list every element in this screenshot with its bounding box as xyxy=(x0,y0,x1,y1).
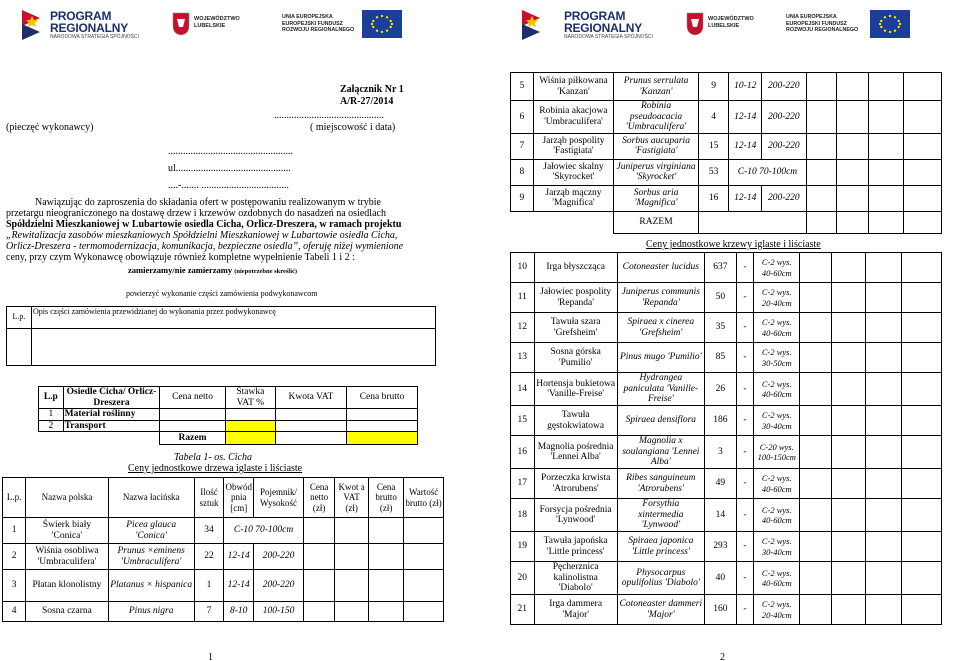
table-row: 3 Płatan klonolistny Platanus × hispanica 1 12-14 200-220 xyxy=(3,570,444,602)
table-row: 11 Jałowiec pospolity 'Repanda' Juniperus communis 'Repanda' 50 - C-2 wys. 20-40cm xyxy=(511,283,942,313)
table-shrubs xyxy=(510,252,942,625)
logo-bar xyxy=(480,4,960,48)
table-row: 8 Jałowiec skalny 'Skyrocket' Juniperus virginiana 'Skyrocket' 53 C-10 70-100cm xyxy=(511,159,942,185)
intro-line-4: „Rewitalizacja zasobów mieszkaniowych Spółdzielni Mieszkaniowej w Lubartowie osiedla Cicha, xyxy=(6,230,398,241)
program-regionalny-text: PROGRAM REGIONALNY NARODOWA STRATEGIA SPÓJNOŚCI xyxy=(50,9,139,40)
address-line-1: .................................................. xyxy=(168,146,293,157)
place-date-label: ( miejscowość i data) xyxy=(310,122,396,133)
intro-line-6: ceny, przy czym Wykonawcę obowiązuje również kompletne wypełnienie Tabeli 1 i 2 : xyxy=(6,252,355,263)
table-row: 20 Pęcherznica kalinolistna 'Diabolo' Physocarpus opulifolius 'Diabolo' 40 - C-2 wys. 40-60cm xyxy=(511,562,942,595)
table-row: 15 Tawuła gęstokwiatowa Spiraea densiflora 186 - C-2 wys. 30-40cm xyxy=(511,406,942,436)
table-row: 16 Magnolia pośrednia 'Lennei Alba' Magnolia x soulangiana 'Lennei Alba' 3 - C-20 wys. 100-150cm xyxy=(511,436,942,469)
table2-subtitle: Ceny jednostkowe krzewy iglaste i liściaste xyxy=(646,239,821,250)
program-regionalny-logo-icon xyxy=(520,8,542,42)
intro-line-2: przetargu nieograniczonego na dostawę drzew i krzewów ozdobnych do nasadzeń na osiedlach xyxy=(6,208,386,219)
table-row: 19 Tawuła japońska 'Little princess' Spiraea japonica 'Little princess' 293 - C-2 wys. 30-40cm xyxy=(511,532,942,562)
eu-flag-icon xyxy=(362,10,402,38)
logo-bar xyxy=(0,4,480,48)
table-row: 2 Wiśnia osobliwa 'Umbraculifera' Prunus ×eminens 'Umbraculifera' 22 12-14 200-220 xyxy=(3,544,444,570)
subcontract-text: powierzyć wykonanie części zamówienia podwykonawcom xyxy=(126,289,318,298)
address-street: ul.............................................. xyxy=(168,163,291,174)
stamp-label: (pieczęć wykonawcy) xyxy=(6,122,94,133)
table-row: 4 Sosna czarna Pinus nigra 7 8-10 100-150 xyxy=(3,602,444,622)
table1-title: Tabela 1- os. Cicha xyxy=(174,452,252,463)
table-row: 1 Świerk biały 'Conica' Picea glauca 'Conica' 34 C-10 70-100cm xyxy=(3,518,444,544)
table-row: 6 Robinia akacjowa 'Umbraculifera' Robinia pseudoacacia 'Umbraculifera' 4 12-14 200-220 xyxy=(511,101,942,134)
program-regionalny-logo-icon xyxy=(20,8,42,42)
place-date-line: ............................................ xyxy=(274,110,384,121)
subcontract-table: L.p. Opis części zamówienia przewidzianej do wykonania przez podwykonawcę xyxy=(6,306,436,366)
table-row: 18 Forsycja pośrednia 'Lynwood' Forsythia xintermedia 'Lynwood' 14 - C-2 wys. 40-60cm xyxy=(511,499,942,532)
table-row: 14 Hortensja bukietowa 'Vanille-Freise' Hydrangea paniculata 'Vanille-Freise' 26 - C-2 wys. 40-60cm xyxy=(511,373,942,406)
page-number: 2 xyxy=(720,652,725,661)
intro-line-5: Orlicz-Dreszera - termomodernizacja, komunikacja, bezpieczne osiedla”, oferuję niżej wymienione xyxy=(6,241,404,252)
wojewodztwo-lubelskie-text: WOJEWÓDZTWO LUBELSKIE xyxy=(194,16,240,29)
table1-header: L.p. Nazwa polska Nazwa łacińska Ilość sztuk Obwód pnia [cm] Pojemnik/ Wysokość Cena netto (zł) Kwot a VAT (zł) Cena brutto (zł) Wartość brutto (zł) xyxy=(3,478,444,518)
table-row: 10 Irga błyszcząca Cotoneaster lucidus 637 - C-2 wys. 40-60cm xyxy=(511,253,942,283)
program-regionalny-text: PROGRAM REGIONALNY NARODOWA STRATEGIA SPÓJNOŚCI xyxy=(564,9,653,40)
attachment-number: Załącznik Nr 1 xyxy=(340,84,404,95)
intro-line-3: Spółdzielni Mieszkaniowej w Lubartowie osiedla Cicha, Orlicz-Dreszera, w ramach projektu xyxy=(6,219,402,230)
wojewodztwo-lubelskie-text: WOJEWÓDZTWO LUBELSKIE xyxy=(708,16,754,29)
reference-number: A/R-27/2014 xyxy=(340,96,394,107)
intro-line-1: Nawiązując do zaproszenia do składania ofert w postępowaniu realizowanym w trybie xyxy=(35,197,381,208)
lubelskie-crest-icon xyxy=(172,12,190,36)
eu-fund-text: UNIA EUROPEJSKA EUROPEJSKI FUNDUSZ ROZWOJU REGIONALNEGO xyxy=(282,14,355,33)
intend-option: zamierzamy/nie zamierzamy (niepotrzebne skreślić) xyxy=(128,265,298,275)
table1-subtitle: Ceny jednostkowe drzewa iglaste i liściaste xyxy=(128,463,303,474)
table-row: 9 Jarząb mączny 'Magnifica' Sorbus aria 'Magnifica' 16 12-14 200-220 xyxy=(511,185,942,211)
table-row: 5 Wiśnia piłkowana 'Kanzan' Prunus serrulata 'Kanzan' 9 10-12 200-220 xyxy=(511,73,942,101)
page-number: 1 xyxy=(208,652,213,661)
table-row: 17 Porzeczka krwista 'Atrorubens' Ribes sanguineum 'Atrorubens' 49 - C-2 wys. 40-60cm xyxy=(511,469,942,499)
page-2 xyxy=(480,0,960,661)
table-row: 12 Tawuła szara 'Grefsheim' Spiraea x cinerea 'Grefsheim' 35 - C-2 wys. 40-60cm xyxy=(511,313,942,343)
table-row: 7 Jarząb pospolity 'Fastigiata' Sorbus aucuparia 'Fastigiata' 15 12-14 200-220 xyxy=(511,133,942,159)
lubelskie-crest-icon xyxy=(686,12,704,36)
table-continued: 5 Wiśnia piłkowana 'Kanzan' Prunus serrulata 'Kanzan' 9 10-12 200-220 6 Robinia akacjowa 'Umbraculifera' Robinia pseudoacacia 'Umbraculifera' 4 12-14 200-220 7 Jarząb pospolity 'Fastigiata' Sorbus aucuparia 'Fastigiata' 15 12-14 200-220 8 Jałowiec skalny 'Skyrocket' Juniperus virginiana 'Skyrocket' 53 C-10 70-100cm 9 Jarząb mączny 'Magnifica' Sorbus aria 'Magnifica' 16 12-14 200-220 RAZEM xyxy=(510,72,942,234)
address-postal: ....-....... ................................... xyxy=(168,180,289,191)
table-row: 13 Sosna górska 'Pumilio' Pinus mugo 'Pumilio' 85 - C-2 wys. 30-50cm xyxy=(511,343,942,373)
eu-flag-icon xyxy=(870,10,910,38)
table-row: 21 Irga dammera 'Major' Cotoneaster dammeri 'Major' 160 - C-2 wys. 20-40cm xyxy=(511,595,942,625)
table1 xyxy=(2,477,444,622)
summary-table: L.p Osiedle Cicha/ Orlicz-Dreszera Cena netto Stawka VAT % Kwota VAT Cena brutto 1 Materiał roślinny 2 Transport Razem xyxy=(38,386,418,445)
eu-fund-text: UNIA EUROPEJSKA EUROPEJSKI FUNDUSZ ROZWOJU REGIONALNEGO xyxy=(786,14,859,33)
